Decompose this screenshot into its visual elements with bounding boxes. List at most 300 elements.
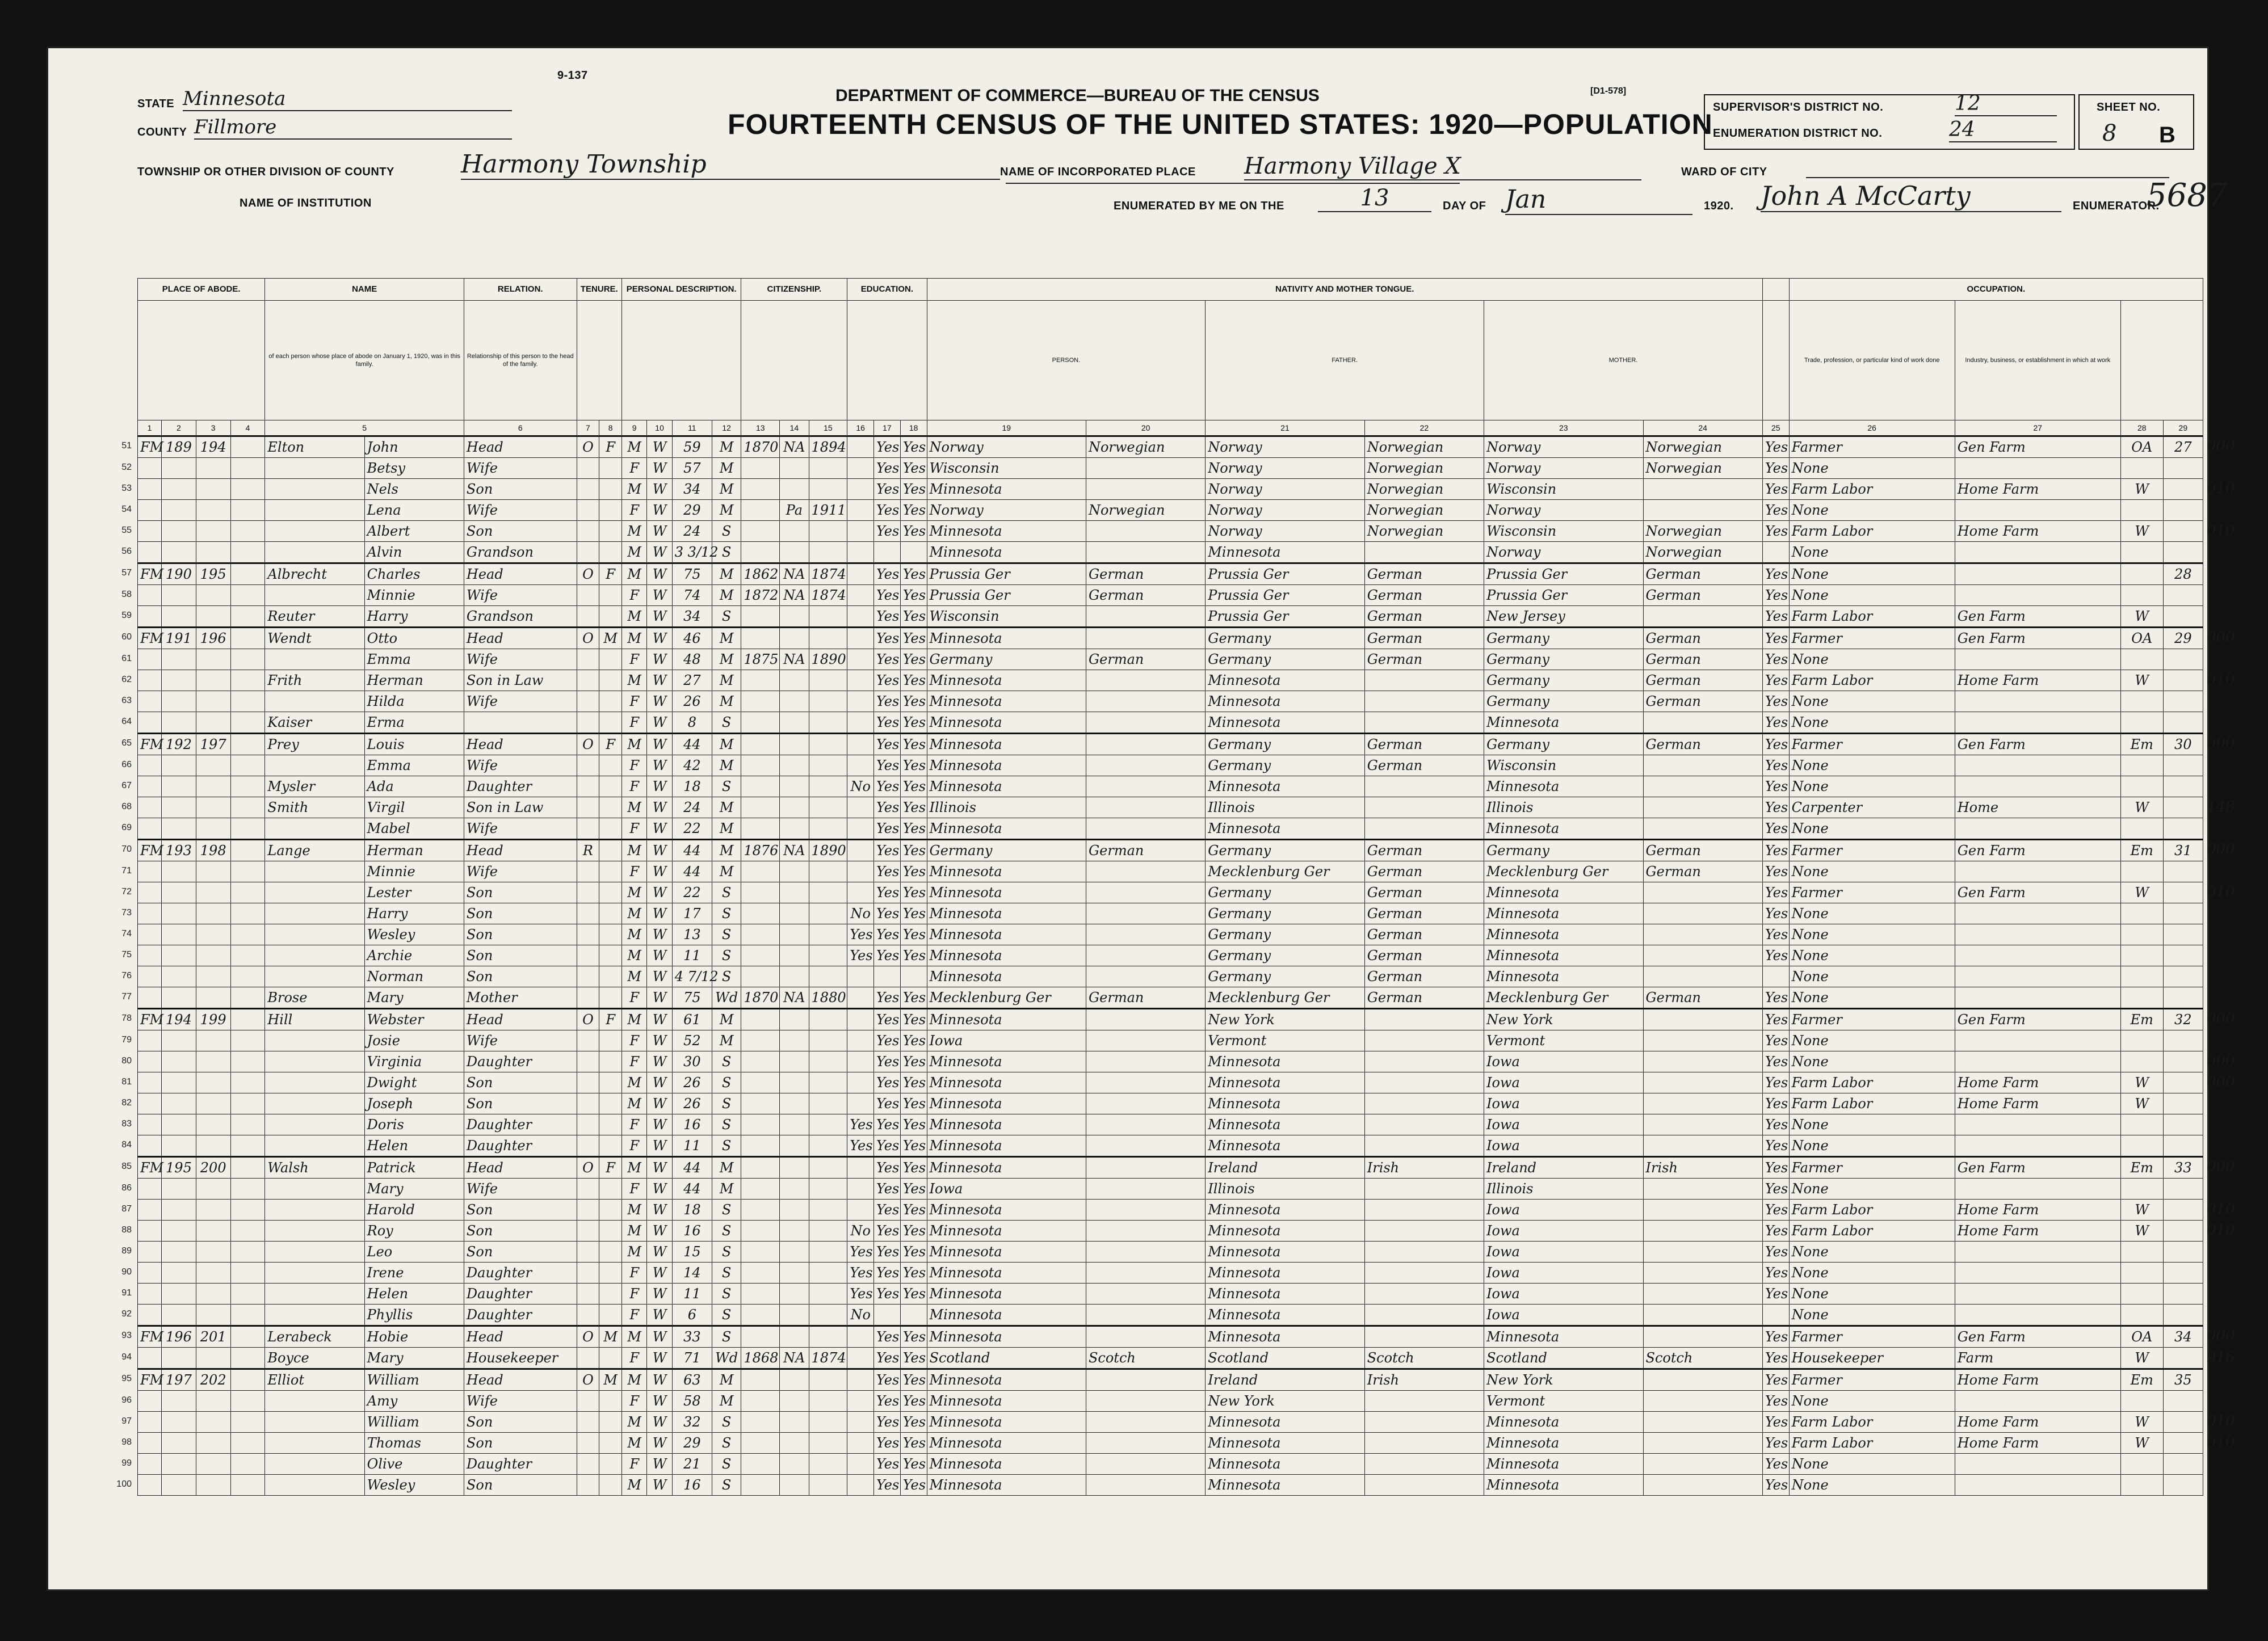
cell-eng: Yes <box>1762 945 1789 966</box>
cell-mpob: Norway <box>1484 436 1643 458</box>
county-value: Fillmore <box>194 116 512 140</box>
column-number: 9 <box>622 420 647 436</box>
cell-giv: Patrick <box>364 1157 464 1179</box>
cell-cls <box>2120 1179 2163 1200</box>
cell-giv: Thomas <box>364 1433 464 1454</box>
cell-yr <box>809 1412 847 1433</box>
cell-mt <box>1086 1326 1205 1348</box>
cell-mort <box>599 987 622 1009</box>
cell-st <box>138 691 162 712</box>
cell-nat: NA <box>780 436 809 458</box>
margin-code: 010 <box>2207 1433 2235 1451</box>
cell-sex: F <box>622 987 647 1009</box>
cell-mmt: Norwegian <box>1643 458 1762 479</box>
cell-eng: Yes <box>1762 628 1789 649</box>
cell-family-blank <box>230 1326 265 1348</box>
cell-cls <box>2120 1391 2163 1412</box>
cell-mpob: Iowa <box>1484 1221 1643 1242</box>
cell-write: Yes <box>900 861 927 882</box>
cell-eng: Yes <box>1762 818 1789 840</box>
cell-nat <box>780 861 809 882</box>
cell-nat <box>780 670 809 691</box>
cell-dw <box>162 521 196 542</box>
cell-mt <box>1086 1475 1205 1496</box>
cell-nat <box>780 1433 809 1454</box>
cell-mmt: Norwegian <box>1643 436 1762 458</box>
cell-fam <box>196 1030 230 1051</box>
sheet-box <box>2078 94 2194 150</box>
cell-mpob: Germany <box>1484 734 1643 755</box>
cell-dw <box>162 691 196 712</box>
cell-sched: 29 <box>2163 628 2203 649</box>
cell-family-blank <box>230 945 265 966</box>
cell-dw: 191 <box>162 628 196 649</box>
cell-rel: Head <box>464 436 577 458</box>
cell-mpob: Iowa <box>1484 1114 1643 1135</box>
cell-mt <box>1086 861 1205 882</box>
cell-sch <box>847 734 874 755</box>
cell-fpob: Minnesota <box>1206 1093 1364 1114</box>
cell-imm <box>741 628 780 649</box>
cell-yr <box>809 1391 847 1412</box>
cell-race: W <box>647 649 672 670</box>
table-row <box>138 903 2203 924</box>
table-row <box>138 861 2203 882</box>
column-number: 24 <box>1643 420 1762 436</box>
cell-sex: M <box>622 1072 647 1093</box>
table-row <box>138 1157 2203 1179</box>
cell-yr <box>809 861 847 882</box>
cell-fpob: Minnesota <box>1206 712 1364 734</box>
cell-mpob: Minnesota <box>1484 1326 1643 1348</box>
cell-fpob: Minnesota <box>1206 1051 1364 1072</box>
cell-race: W <box>647 1009 672 1030</box>
cell-sur: Prey <box>265 734 364 755</box>
cell-fam <box>196 1200 230 1221</box>
cell-race: W <box>647 818 672 840</box>
cell-age: 52 <box>672 1030 712 1051</box>
cell-race: W <box>647 436 672 458</box>
cell-sex: M <box>622 882 647 903</box>
cell-read: Yes <box>874 1475 901 1496</box>
cell-pob: Minnesota <box>927 1157 1086 1179</box>
cell-st <box>138 1454 162 1475</box>
cell-sch <box>847 649 874 670</box>
cell-fmt: German <box>1364 861 1484 882</box>
cell-fam: 194 <box>196 436 230 458</box>
cell-sch <box>847 1475 874 1496</box>
cell-sch <box>847 1433 874 1454</box>
cell-sur <box>265 1263 364 1284</box>
margin-code: 010 <box>2207 1412 2235 1430</box>
cell-sch <box>847 1200 874 1221</box>
cell-sch <box>847 755 874 776</box>
cell-mort: F <box>599 1157 622 1179</box>
cell-mmt <box>1643 1391 1762 1412</box>
cell-sched <box>2163 521 2203 542</box>
cell-mar: S <box>712 1305 741 1326</box>
cell-eng: Yes <box>1762 1221 1789 1242</box>
cell-own <box>577 458 599 479</box>
cell-nat <box>780 1326 809 1348</box>
cell-st <box>138 1072 162 1093</box>
cell-fmt <box>1364 712 1484 734</box>
cell-cls: W <box>2120 1072 2163 1093</box>
cell-yr <box>809 945 847 966</box>
cell-giv: Wesley <box>364 1475 464 1496</box>
cell-mort <box>599 1242 622 1263</box>
cell-ind: Home Farm <box>1955 670 2120 691</box>
cell-ind: Home Farm <box>1955 521 2120 542</box>
cell-own <box>577 755 599 776</box>
cell-giv: Virgil <box>364 797 464 818</box>
cell-sched <box>2163 903 2203 924</box>
cell-rel: Mother <box>464 987 577 1009</box>
cell-eng: Yes <box>1762 840 1789 861</box>
cell-read: Yes <box>874 1114 901 1135</box>
cell-occ: Farmer <box>1789 1326 1955 1348</box>
cell-mmt: German <box>1643 734 1762 755</box>
cell-race: W <box>647 1093 672 1114</box>
cell-ind: Gen Farm <box>1955 840 2120 861</box>
cell-nat: NA <box>780 585 809 606</box>
sub-mother: MOTHER. <box>1484 301 1763 420</box>
cell-mar: S <box>712 521 741 542</box>
cell-read: Yes <box>874 1135 901 1157</box>
cell-own <box>577 1284 599 1305</box>
cell-mpob: Vermont <box>1484 1030 1643 1051</box>
cell-nat <box>780 1369 809 1391</box>
cell-sched <box>2163 1135 2203 1157</box>
line-number: 72 <box>121 886 132 897</box>
cell-fam <box>196 1221 230 1242</box>
cell-mmt <box>1643 903 1762 924</box>
cell-read: Yes <box>874 1072 901 1093</box>
cell-mpob: Norway <box>1484 542 1643 563</box>
cell-ind: Gen Farm <box>1955 1326 2120 1348</box>
cell-read: Yes <box>874 1221 901 1242</box>
cell-occ: Farmer <box>1789 734 1955 755</box>
supervisor-value: 12 <box>1955 92 2057 116</box>
cell-yr <box>809 1369 847 1391</box>
census-table <box>137 278 2203 1496</box>
cell-mt <box>1086 1009 1205 1030</box>
cell-mpob: Prussia Ger <box>1484 585 1643 606</box>
line-number: 100 <box>116 1479 132 1489</box>
cell-sched <box>2163 1242 2203 1263</box>
cell-occ: Farm Labor <box>1789 1221 1955 1242</box>
line-number: 59 <box>121 610 132 620</box>
cell-pob: Minnesota <box>927 1391 1086 1412</box>
cell-sex: F <box>622 861 647 882</box>
cell-sur: Mysler <box>265 776 364 797</box>
cell-mmt: Norwegian <box>1643 542 1762 563</box>
line-number: 82 <box>121 1097 132 1108</box>
cell-pob: Minnesota <box>927 1135 1086 1157</box>
cell-imm <box>741 966 780 987</box>
cell-yr <box>809 521 847 542</box>
cell-st <box>138 1348 162 1369</box>
cell-sex: F <box>622 1263 647 1284</box>
cell-eng: Yes <box>1762 1454 1789 1475</box>
cell-rel: Wife <box>464 1030 577 1051</box>
cell-sched <box>2163 1475 2203 1496</box>
cell-pob: Iowa <box>927 1179 1086 1200</box>
cell-dw <box>162 1135 196 1157</box>
cell-fmt <box>1364 818 1484 840</box>
cell-yr <box>809 1179 847 1200</box>
table-row <box>138 966 2203 987</box>
cell-nat <box>780 1305 809 1326</box>
cell-fmt <box>1364 1305 1484 1326</box>
cell-dw <box>162 903 196 924</box>
cell-nat: NA <box>780 1348 809 1369</box>
cell-cls: Em <box>2120 840 2163 861</box>
cell-sur: Reuter <box>265 606 364 628</box>
cell-write <box>900 542 927 563</box>
cell-st <box>138 1391 162 1412</box>
cell-read: Yes <box>874 776 901 797</box>
cell-mar: S <box>712 1412 741 1433</box>
cell-cls: W <box>2120 1221 2163 1242</box>
cell-sched <box>2163 649 2203 670</box>
cell-st <box>138 1114 162 1135</box>
cell-sch <box>847 628 874 649</box>
cell-sch: No <box>847 776 874 797</box>
cell-nat <box>780 1263 809 1284</box>
cell-race: W <box>647 670 672 691</box>
cell-mort <box>599 945 622 966</box>
cell-write: Yes <box>900 628 927 649</box>
cell-pob: Iowa <box>927 1030 1086 1051</box>
cell-eng: Yes <box>1762 1051 1789 1072</box>
cell-occ: Farm Labor <box>1789 670 1955 691</box>
table-row <box>138 1369 2203 1391</box>
cell-mmt <box>1643 606 1762 628</box>
cell-mar: S <box>712 1242 741 1263</box>
cell-mpob: Wisconsin <box>1484 755 1643 776</box>
cell-own <box>577 882 599 903</box>
cell-pob: Minnesota <box>927 818 1086 840</box>
line-number: 73 <box>121 907 132 918</box>
cell-race: W <box>647 458 672 479</box>
cell-write: Yes <box>900 924 927 945</box>
cell-read: Yes <box>874 649 901 670</box>
cell-rel: Wife <box>464 649 577 670</box>
cell-write: Yes <box>900 882 927 903</box>
cell-rel: Head <box>464 1009 577 1030</box>
cell-sur <box>265 1093 364 1114</box>
cell-sex: M <box>622 840 647 861</box>
cell-mort <box>599 966 622 987</box>
cell-yr <box>809 1135 847 1157</box>
cell-occ: None <box>1789 1242 1955 1263</box>
cell-age: 22 <box>672 818 712 840</box>
cell-fmt <box>1364 1242 1484 1263</box>
cell-age: 17 <box>672 903 712 924</box>
line-number: 65 <box>121 738 132 748</box>
cell-ind <box>1955 1135 2120 1157</box>
table-row <box>138 563 2203 585</box>
cell-sex: F <box>622 1348 647 1369</box>
cell-write: Yes <box>900 1284 927 1305</box>
cell-fpob: Ireland <box>1206 1369 1364 1391</box>
cell-age: 3 3/12 <box>672 542 712 563</box>
cell-pob: Minnesota <box>927 903 1086 924</box>
cell-st <box>138 776 162 797</box>
cell-mar: M <box>712 691 741 712</box>
cell-cls <box>2120 966 2163 987</box>
cell-family-blank <box>230 1221 265 1242</box>
cell-occ: Farm Labor <box>1789 1200 1955 1221</box>
line-number: 54 <box>121 504 132 514</box>
line-number: 98 <box>121 1437 132 1447</box>
cell-fmt: Norwegian <box>1364 500 1484 521</box>
cell-age: 46 <box>672 628 712 649</box>
cell-giv: Mary <box>364 1179 464 1200</box>
line-number: 68 <box>121 801 132 811</box>
cell-nat <box>780 945 809 966</box>
cell-race: W <box>647 542 672 563</box>
cell-mar: S <box>712 1263 741 1284</box>
cell-own <box>577 818 599 840</box>
line-number: 64 <box>121 716 132 726</box>
cell-fpob: Minnesota <box>1206 691 1364 712</box>
cell-fmt <box>1364 1221 1484 1242</box>
cell-race: W <box>647 1284 672 1305</box>
cell-read <box>874 542 901 563</box>
cell-mort <box>599 542 622 563</box>
cell-pob: Minnesota <box>927 966 1086 987</box>
cell-nat <box>780 1030 809 1051</box>
line-number: 90 <box>121 1266 132 1277</box>
cell-ind <box>1955 966 2120 987</box>
cell-mpob: Germany <box>1484 840 1643 861</box>
table-row <box>138 1263 2203 1284</box>
cell-sch <box>847 861 874 882</box>
district-box <box>1704 94 2075 150</box>
cell-mar: S <box>712 903 741 924</box>
cell-mort <box>599 818 622 840</box>
cell-fpob: Minnesota <box>1206 1326 1364 1348</box>
cell-occ: None <box>1789 458 1955 479</box>
cell-age: 14 <box>672 1263 712 1284</box>
cell-fpob: Germany <box>1206 882 1364 903</box>
cell-mar: M <box>712 1009 741 1030</box>
cell-write: Yes <box>900 606 927 628</box>
cell-ind <box>1955 1051 2120 1072</box>
cell-dw <box>162 1072 196 1093</box>
cell-nat <box>780 924 809 945</box>
cell-mort <box>599 1135 622 1157</box>
cell-family-blank <box>230 606 265 628</box>
column-number: 29 <box>2163 420 2203 436</box>
column-number: 20 <box>1086 420 1205 436</box>
cell-race: W <box>647 1157 672 1179</box>
cell-occ: Farmer <box>1789 1157 1955 1179</box>
cell-mar: M <box>712 628 741 649</box>
cell-fam <box>196 1072 230 1093</box>
cell-write: Yes <box>900 1475 927 1496</box>
cell-sch <box>847 1348 874 1369</box>
cell-mt <box>1086 458 1205 479</box>
cell-nat: NA <box>780 840 809 861</box>
cell-write: Yes <box>900 649 927 670</box>
cell-imm <box>741 521 780 542</box>
margin-code: 000 <box>2207 734 2235 752</box>
cell-fam: 202 <box>196 1369 230 1391</box>
table-row <box>138 1221 2203 1242</box>
cell-mmt <box>1643 776 1762 797</box>
cell-mmt: German <box>1643 649 1762 670</box>
cell-mmt: German <box>1643 628 1762 649</box>
cell-race: W <box>647 1242 672 1263</box>
cell-sur <box>265 861 364 882</box>
cell-mort: M <box>599 1369 622 1391</box>
cell-mt: German <box>1086 563 1205 585</box>
cell-cls <box>2120 1475 2163 1496</box>
cell-write: Yes <box>900 458 927 479</box>
enum-district-value: 24 <box>1949 118 2057 142</box>
cell-sched <box>2163 1412 2203 1433</box>
cell-mar: M <box>712 1391 741 1412</box>
line-number: 79 <box>121 1034 132 1045</box>
cell-mar: M <box>712 861 741 882</box>
cell-ind <box>1955 1454 2120 1475</box>
cell-giv: Joseph <box>364 1093 464 1114</box>
cell-pob: Wisconsin <box>927 458 1086 479</box>
cell-mt <box>1086 1114 1205 1135</box>
cell-sched <box>2163 1114 2203 1135</box>
cell-mmt <box>1643 1412 1762 1433</box>
line-number: 94 <box>121 1352 132 1362</box>
cell-dw <box>162 1305 196 1326</box>
cell-nat: NA <box>780 649 809 670</box>
line-number: 60 <box>121 632 132 642</box>
cell-own <box>577 1135 599 1157</box>
cell-own: O <box>577 436 599 458</box>
cell-age: 63 <box>672 1369 712 1391</box>
cell-pob: Minnesota <box>927 1305 1086 1326</box>
cell-pob: Minnesota <box>927 861 1086 882</box>
cell-mt: German <box>1086 987 1205 1009</box>
cell-sch <box>847 521 874 542</box>
cell-race: W <box>647 945 672 966</box>
cell-eng: Yes <box>1762 649 1789 670</box>
column-numbers <box>138 420 2203 436</box>
cell-st <box>138 606 162 628</box>
cell-fam <box>196 797 230 818</box>
cell-sch <box>847 542 874 563</box>
cell-eng: Yes <box>1762 1433 1789 1454</box>
cell-eng: Yes <box>1762 1263 1789 1284</box>
line-number: 70 <box>121 844 132 854</box>
cell-write: Yes <box>900 521 927 542</box>
cell-mt <box>1086 542 1205 563</box>
line-number: 76 <box>121 970 132 981</box>
cell-yr <box>809 1433 847 1454</box>
cell-pob: Minnesota <box>927 1369 1086 1391</box>
cell-occ: None <box>1789 861 1955 882</box>
cell-ind: Home <box>1955 797 2120 818</box>
cell-eng: Yes <box>1762 458 1789 479</box>
column-number: 8 <box>599 420 622 436</box>
cell-age: 42 <box>672 755 712 776</box>
cell-eng <box>1762 966 1789 987</box>
cell-sex: M <box>622 670 647 691</box>
cell-ind: Home Farm <box>1955 1072 2120 1093</box>
cell-sex: F <box>622 1284 647 1305</box>
